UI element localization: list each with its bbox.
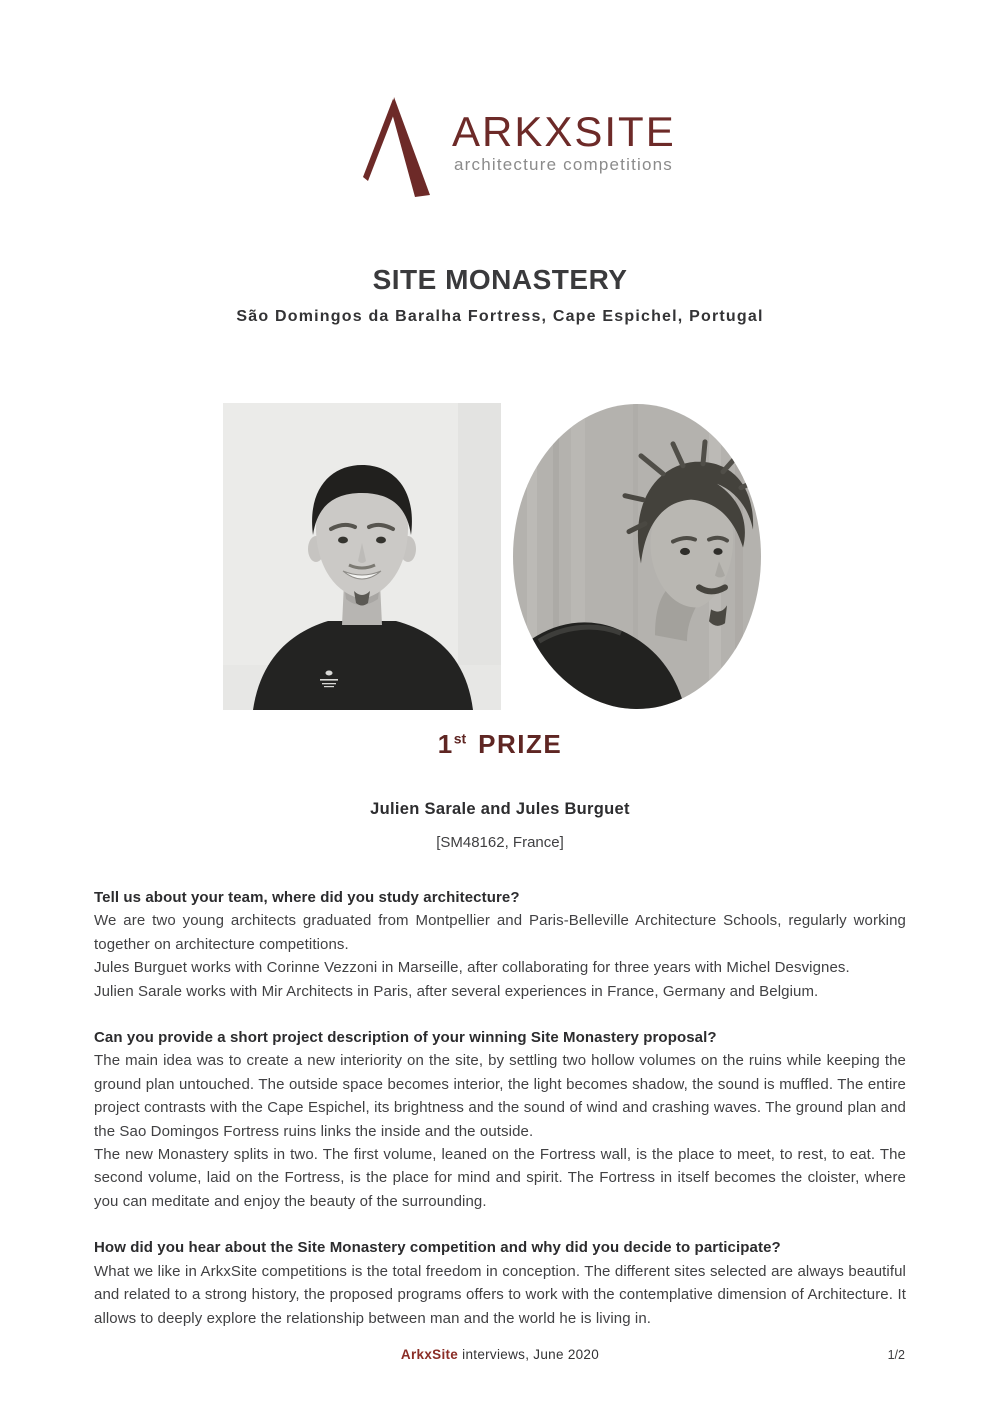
team-names: Julien Sarale and Jules Burguet — [370, 800, 630, 818]
portrait-photo-left — [223, 403, 501, 710]
question: How did you hear about the Site Monastery competition and why did you decide to participate? — [94, 1239, 781, 1257]
prize-heading — [0, 729, 1000, 760]
interview-body — [94, 886, 906, 1353]
qa-section — [94, 1236, 906, 1330]
footer-brand: ArkxSite — [400, 1347, 459, 1362]
page-title: SITE MONASTERY — [372, 264, 628, 295]
footer-text: interviews, June 2020 — [462, 1347, 600, 1362]
prize-ordinal: st — [453, 730, 467, 747]
answer-paragraph: Jules Burguet works with Corinne Vezzoni in Marseille, after collaborating for three years with Michel Desvignes. — [94, 959, 850, 977]
answer-paragraph: What we like in ArkxSite competitions is the total freedom in conception. The different sites selected are always beautiful and related to a strong history, the proposed programs offers to work with the contemplative dimension of Architecture. It allows to deeply explore the relationship between man and the world he is living in. — [94, 1262, 906, 1327]
qa-section — [94, 886, 906, 1003]
footer — [0, 1347, 1000, 1362]
answer-paragraph: We are two young architects graduated from Montpellier and Paris-Belleville Architecture Schools, regularly working together on architecture competitions. — [94, 912, 906, 953]
page-number: 1/2 — [887, 1348, 905, 1362]
team-member-photo-right — [513, 404, 761, 709]
question: Can you provide a short project description of your winning Site Monastery proposal? — [94, 1029, 717, 1047]
answer-paragraph: The new Monastery splits in two. The first volume, leaned on the Fortress wall, is the place to meet, to rest, to eat. The second volume, laid on the Fortress, is the place for mind and spirit. The Fortress in itself becomes the cloister, where you can meditate and enjoy the beauty of the surrounding. — [94, 1146, 906, 1210]
answer-paragraph: Julien Sarale works with Mir Architects in Paris, after several experiences in France, Germany and Belgium. — [94, 982, 819, 1000]
prize-label: PRIZE — [478, 729, 563, 759]
portrait-photo-right — [513, 404, 761, 709]
brand-tagline: architecture competitions — [454, 155, 673, 174]
team-entry-id: [SM48162, France] — [436, 834, 564, 851]
question: Tell us about your team, where did you study architecture? — [94, 889, 520, 906]
brand-text: ARKXSITE — [452, 108, 676, 155]
arkxsite-logo-mark-icon — [362, 97, 430, 197]
prize-number: 1 — [437, 729, 454, 759]
answer-paragraph: The main idea was to create a new interiority on the site, by settling two hollow volumes on the ruins while keeping the ground plan untouched. The outside space becomes interior, the light becomes shadow, the sound is muffled. The entire project contrasts with the Cape Espichel, its brightness and the sound of wind and crashing waves. The ground plan and the Sao Domingos Fortress ruins links the inside and the outside. — [94, 1052, 906, 1140]
qa-section — [94, 1026, 906, 1213]
page-subtitle: São Domingos da Baralha Fortress, Cape Espichel, Portugal — [236, 308, 764, 325]
team-member-photo-left — [223, 403, 501, 710]
